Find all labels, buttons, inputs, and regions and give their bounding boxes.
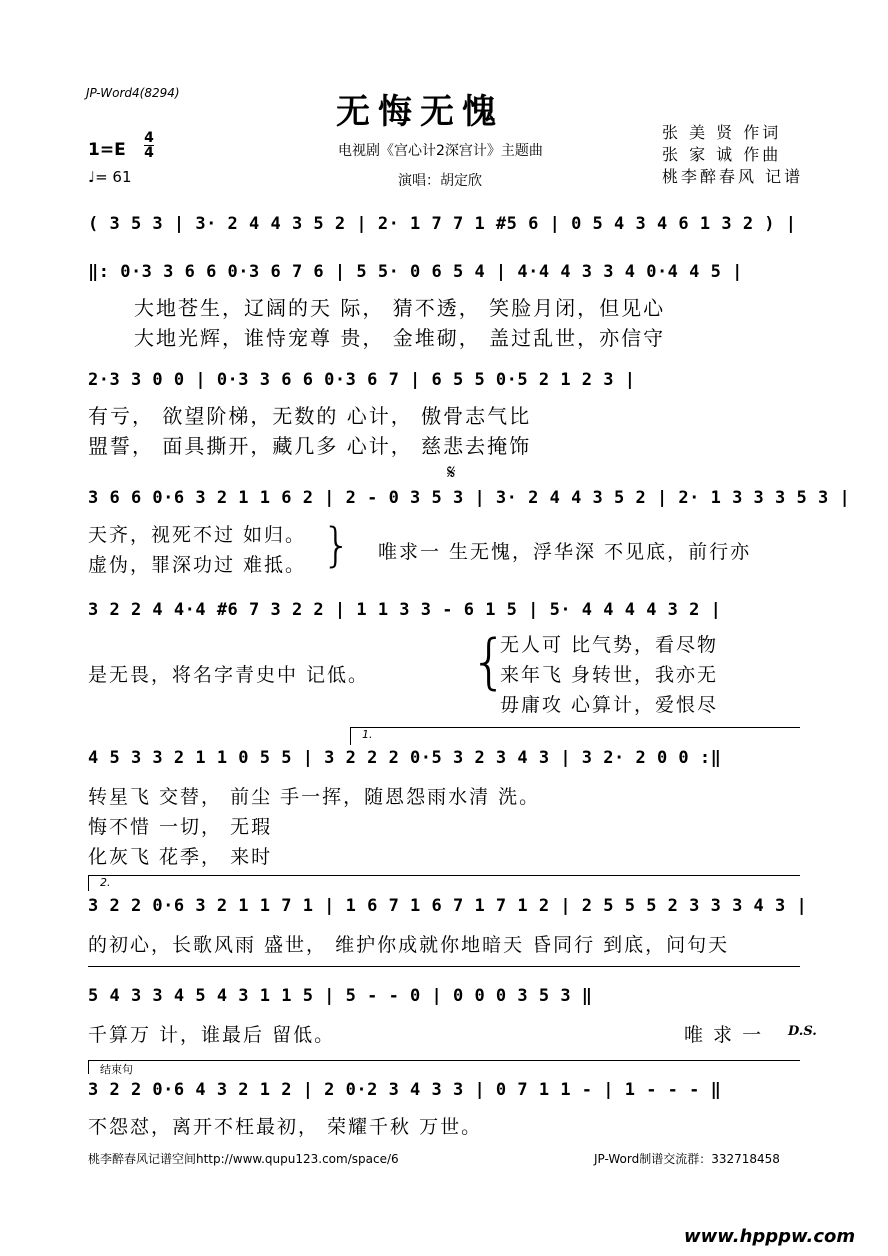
segno-sign: 𝄋 (447, 460, 456, 484)
lyric-row-8: 千算万 计，谁最后 留低。 (88, 1024, 336, 1046)
lyric-row-2-verse-1: 大地苍生，辽阔的天 际， 猜不透， 笑脸月闭，但见心 (134, 296, 666, 320)
brand-watermark: www.hpppw.com (684, 1226, 856, 1247)
volta-2-label: 2. (100, 876, 111, 889)
notation-row-8: 5 4 3 3 4 5 4 3 1 1 5 | 5 - - 0 | 0 0 0 3 5 3 ‖ (88, 986, 593, 1006)
coda-bracket (88, 1060, 800, 1061)
lyricist: 张 美 贤 作词 (662, 123, 782, 142)
volta-2-bracket (88, 875, 800, 876)
brace: } (322, 518, 352, 572)
time-bottom: 4 (144, 145, 154, 161)
lyric-row-5-verse-1: 无人可 比气势，看尽物 (500, 634, 719, 656)
composer: 张 家 诚 作曲 (662, 145, 782, 164)
singer: 演唱：胡定欣 (398, 173, 482, 189)
notation-row-9: 3 2 2 0·6 4 3 2 1 2 | 2 0·2 3 4 3 3 | 0 7 1 1 - | 1 - - - ‖ (88, 1080, 722, 1100)
lyric-row-8-pickup: 唯 求 一 (684, 1024, 764, 1046)
transcriber: 桃李醉春风 记谱 (662, 167, 804, 186)
page-title: 无悔无愧 (336, 92, 504, 132)
lyric-row-2-verse-2: 大地光辉，谁恃宠尊 贵， 金堆砌， 盖过乱世，亦信守 (134, 326, 666, 350)
footer-left: 桃李醉春风记谱空间http://www.qupu123.com/space/6 (88, 1152, 399, 1166)
notation-row-2: ‖: 0·3 3 6 6 0·3 6 7 6 | 5 5· 0 6 5 4 | 4·4 4 3 3 4 0·4 4 5 | (88, 262, 743, 282)
lyric-row-3-verse-2: 盟誓， 面具撕开，藏几多 心计， 慈悲去掩饰 (88, 434, 532, 458)
lyric-row-3-verse-1: 有亏， 欲望阶梯，无数的 心计， 傲骨志气比 (88, 404, 532, 428)
notation-row-6: 4 5 3 3 2 1 1 0 5 5 | 3 2 2 2 0·5 3 2 3 4 3 | 3 2· 2 0 0 :‖ (88, 748, 722, 768)
volta-1-label: 1. (362, 728, 373, 741)
volta-2-bracket-edge (88, 875, 89, 891)
lyric-row-9: 不怨怼，离开不枉最初， 荣耀千秋 万世。 (88, 1116, 483, 1138)
lyric-row-7: 的初心，长歌风雨 盛世， 维护你成就你地暗天 昏同行 到底，问句天 (88, 934, 730, 956)
notation-row-7: 3 2 2 0·6 3 2 1 1 7 1 | 1 6 7 1 6 7 1 7 1 2 | 2 5 5 5 2 3 3 3 4 3 | (88, 896, 808, 916)
ending-label: 结束句 (100, 1063, 133, 1076)
time-signature (144, 131, 154, 160)
coda-bracket-edge (88, 1060, 89, 1074)
notation-row-5: 3 2 2 4 4·4 #6 7 3 2 2 | 1 1 3 3 - 6 1 5 | 5· 4 4 4 4 3 2 | (88, 600, 722, 620)
notation-row-4: 3 6 6 0·6 3 2 1 1 6 2 | 2 - 0 3 5 3 | 3· 2 4 4 3 5 2 | 2· 1 3 3 3 5 3 | (88, 488, 851, 508)
ds-marking: D.S. (788, 1024, 817, 1039)
lyric-row-4-verse-2: 虚伪，罪深功过 难抵。 (88, 554, 307, 576)
lyric-row-6-verse-3: 化灰飞 花季， 来时 (88, 846, 273, 868)
key-signature: 1=E (88, 140, 126, 160)
volta-1-bracket (350, 727, 800, 728)
notation-row-3: 2·3 3 0 0 | 0·3 3 6 6 0·3 6 7 | 6 5 5 0·5 2 1 2 3 | (88, 370, 636, 390)
brace: { (470, 627, 509, 697)
lyric-row-6-verse-1: 转星飞 交替， 前尘 手一挥，随恩怨雨水清 洗。 (88, 786, 541, 808)
volta-1-bracket-edge (350, 727, 351, 745)
time-top: 4 (144, 130, 154, 146)
software-label: JP-Word4(8294) (86, 86, 180, 100)
lyric-row-5-verse-3: 毋庸攻 心算计，爱恨尽 (500, 694, 719, 716)
lyric-row-6-verse-2: 悔不惜 一切， 无瑕 (88, 816, 273, 838)
row-8-bracket (88, 966, 800, 967)
tempo: ♩= 61 (88, 168, 132, 186)
lyric-row-5-verse-2: 来年飞 身转世，我亦无 (500, 664, 719, 686)
lyric-row-4-chorus: 唯求一 生无愧，浮华深 不见底，前行亦 (378, 541, 752, 563)
notation-row-1: ( 3 5 3 | 3· 2 4 4 3 5 2 | 2· 1 7 7 1 #5 6 | 0 5 4 3 4 6 1 3 2 ) | (88, 214, 797, 234)
subtitle: 电视剧《宫心计2深宫计》主题曲 (338, 143, 543, 159)
footer-right: JP-Word制谱交流群：332718458 (594, 1152, 780, 1166)
lyric-row-5-main: 是无畏，将名字青史中 记低。 (88, 664, 370, 686)
lyric-row-4-verse-1: 天齐，视死不过 如归。 (88, 524, 307, 546)
